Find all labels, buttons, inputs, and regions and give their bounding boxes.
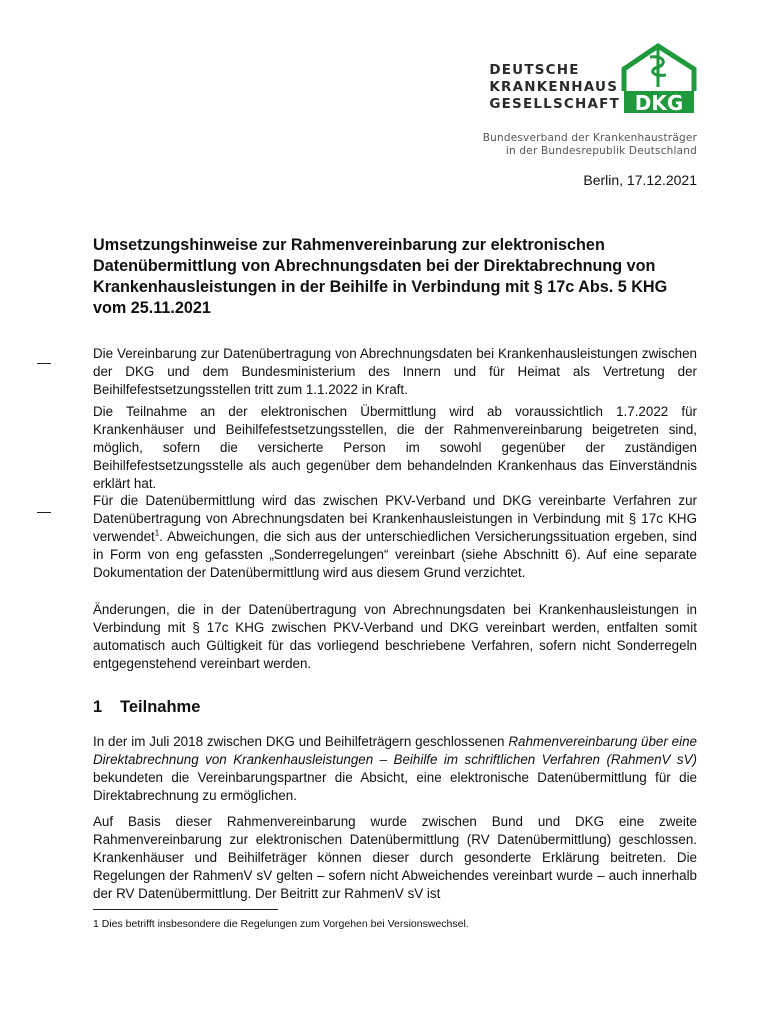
section-title: Teilnahme: [120, 698, 201, 716]
intro-paragraph-3: Für die Datenübermittlung wird das zwischen PKV-Verband und DKG vereinbarte Verfahren zur Datenübertragung von Abrechnungsdaten bei Krankenhausleistungen in Verbindung mit § 17c KHG verwendet$^1$. Abweichungen, die sich aus der unterschiedlichen Versicherungssituation ergeben, sind in Form von eng gefassten „Sonderregelungen“ vereinbart (siehe Abschnitt 6). Auf eine separate Dokumentation der Datenübermittlung wird aus diesem Grund verzichtet.: [93, 493, 697, 580]
org-name-line-3: GESELLSCHAFT: [489, 96, 620, 112]
footnote: 1 Dies betrifft insbesondere die Regelungen zum Vorgehen bei Versionswechsel.: [93, 918, 469, 930]
margin-mark: [37, 512, 51, 513]
caduceus-icon: [650, 49, 666, 87]
footnote-reference[interactable]: 1: [154, 528, 160, 538]
section-number: 1: [93, 698, 103, 716]
footnote-divider: [93, 909, 278, 910]
organization-subtitle: [483, 132, 697, 158]
section-paragraph-1: In der im Juli 2018 zwischen DKG und Beihilfeträgern geschlossenen Rahmenvereinbarung über eine Direktabrechnung von Krankenhausleistungen – Beihilfe im schriftlichen Verfahren (RahmenV sV) bekundeten die Vereinbarungspartner die Absicht, eine elektronische Datenübermittlung für die Direktabrechnung zu ermöglichen.: [93, 734, 697, 803]
document-date: Berlin, 17.12.2021: [583, 172, 697, 188]
intro-paragraph-2: Die Teilnahme an der elektronischen Übermittlung wird ab voraussichtlich 1.7.2022 für Krankenhäuser und Beihilfefestsetzungsstellen, die der Rahmenvereinbarung beigetreten sind, möglich, sofern die versicherte Person im sowohl gegenüber der zuständigen Beihilfefestsetzungsstelle als auch gegenüber dem behandelnden Krankenhaus das Einverständnis erklärt hat.: [93, 404, 697, 491]
organization-name: [489, 62, 620, 113]
section-paragraph-2: Auf Basis dieser Rahmenvereinbarung wurde zwischen Bund und DKG eine zweite Rahmenvereinbarung zur elektronischen Datenübermittlung (RV Datenübermittlung) geschlossen. Krankenhäuser und Beihilfeträger können dieser durch gesonderte Erklärung beitreten. Die Regelungen der RahmenV sV gelten – sofern nicht Abweichendes vereinbart wurde – auch innerhalb der RV Datenübermittlung. Der Beitritt zur RahmenV sV ist: [93, 814, 697, 901]
subtitle-line-2: in der Bundesrepublik Deutschland: [505, 145, 697, 157]
document-title: Umsetzungshinweise zur Rahmenvereinbarung zur elektronischen Datenübermittlung von Abrechnungsdaten bei der Direktabrechnung von Krankenhausleistungen in der Beihilfe in Verbindung mit § 17c Abs. 5 KHG vom 25.11.2021: [93, 236, 668, 317]
org-name-line-1: DEUTSCHE: [489, 62, 580, 78]
org-name-line-2: KRANKENHAUS: [489, 79, 619, 95]
dkg-logo: [620, 43, 698, 117]
subtitle-line-1: Bundesverband der Krankenhausträger: [482, 132, 697, 144]
logo-letters: DKG: [634, 91, 684, 115]
section-heading: [93, 698, 200, 717]
intro-paragraph-1: Die Vereinbarung zur Datenübertragung von Abrechnungsdaten bei Krankenhausleistungen zwischen der DKG und dem Bundesministerium des Innern und für Heimat als Vertretung der Beihilfefestsetzungsstellen tritt zum 1.1.2022 in Kraft.: [93, 346, 697, 397]
intro-paragraph-4: Änderungen, die in der Datenübertragung von Abrechnungsdaten bei Krankenhausleistungen in Verbindung mit § 17c KHG zwischen PKV-Verband und DKG vereinbart werden, entfalten somit automatisch auch Gültigkeit für das vorliegend beschriebene Verfahren, sofern nicht Sonderregeln entgegenstehend vereinbart werden.: [93, 602, 697, 671]
margin-mark: [37, 363, 51, 364]
